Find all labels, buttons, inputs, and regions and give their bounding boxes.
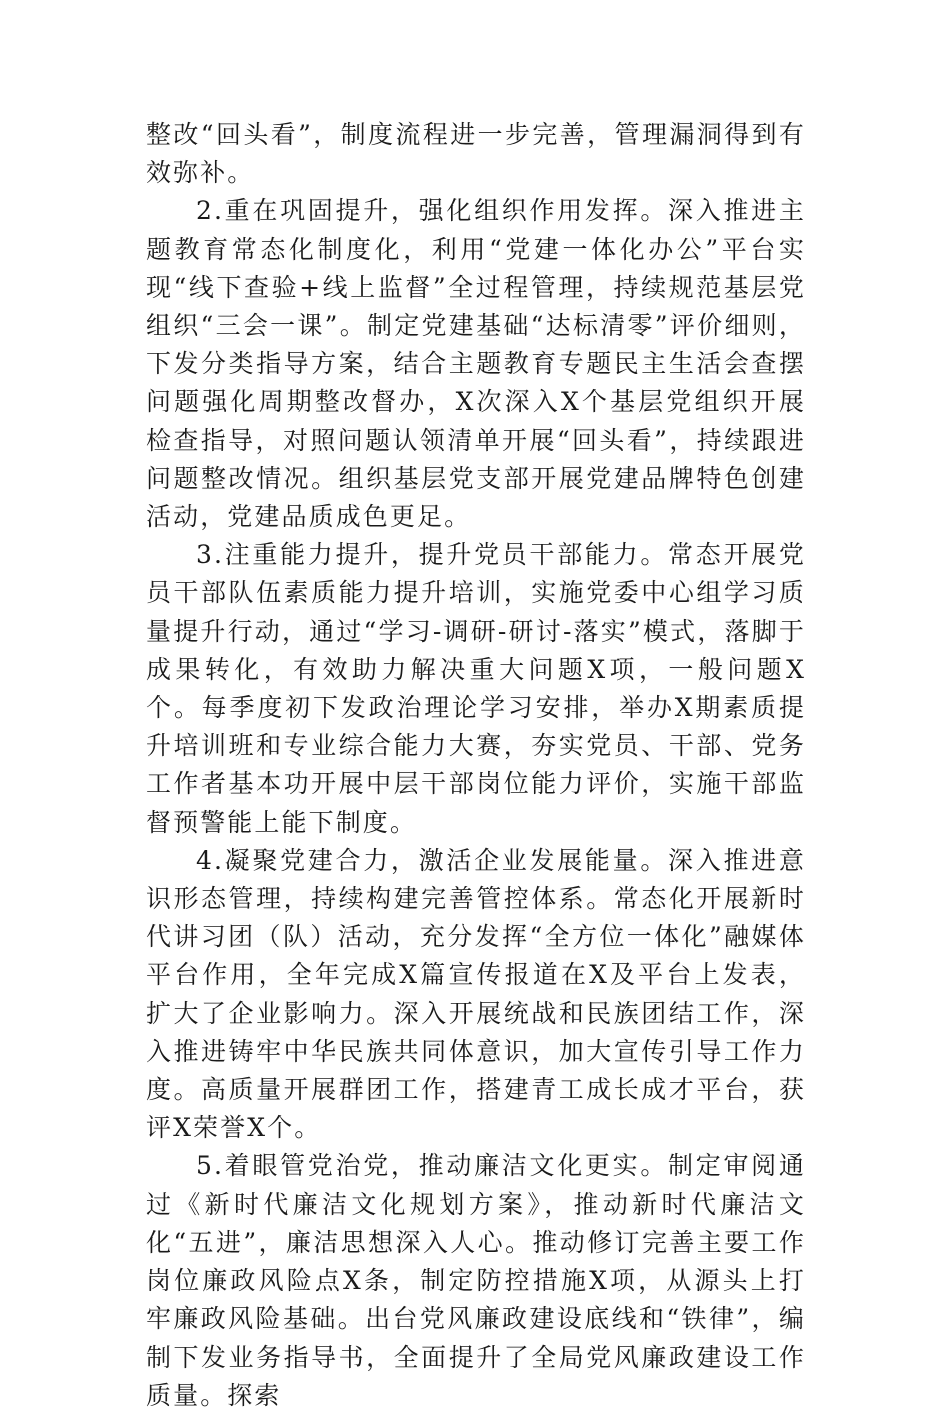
paragraph-continuation: 整改“回头看”，制度流程进一步完善，管理漏洞得到有效弥补。 [146, 120, 806, 188]
document-body [146, 116, 806, 1415]
paragraph-item-5: 5.着眼管党治党，推动廉洁文化更实。制定审阅通过《新时代廉洁文化规划方案》，推动新时代廉洁文化“五进”，廉洁思想深入人心。推动修订完善主要工作岗位廉政风险点X条，制定防控措施X项，从源头上打牢廉政风险基础。出台党风廉政建设底线和“铁律”，编制下发业务指导书，全面提升了全局党风廉政建设工作质量。探索 [146, 1151, 806, 1410]
paragraph-item-4: 4.凝聚党建合力，激活企业发展能量。深入推进意识形态管理，持续构建完善管控体系。常态化开展新时代讲习团（队）活动，充分发挥“全方位一体化”融媒体平台作用，全年完成X篇宣传报道在X及平台上发表，扩大了企业影响力。深入开展统战和民族团结工作，深入推进铸牢中华民族共同体意识，加大宣传引导工作力度。高质量开展群团工作，搭建青工成长成才平台，获评X荣誉X个。 [146, 845, 806, 1143]
paragraph-item-2: 2.重在巩固提升，强化组织作用发挥。深入推进主题教育常态化制度化，利用“党建一体化办公”平台实现“线下查验+线上监督”全过程管理，持续规范基层党组织“三会一课”。制定党建基础“达标清零”评价细则，下发分类指导方案，结合主题教育专题民主生活会查摆问题强化周期整改督办，X次深入X个基层党组织开展检查指导，对照问题认领清单开展“回头看”，持续跟进问题整改情况。组织基层党支部开展党建品牌特色创建活动，党建品质成色更足。 [146, 196, 806, 532]
paragraph-item-3: 3.注重能力提升，提升党员干部能力。常态开展党员干部队伍素质能力提升培训，实施党委中心组学习质量提升行动，通过“学习-调研-研讨-落实”模式，落脚于成果转化，有效助力解决重大问题X项，一般问题X个。每季度初下发政治理论学习安排，举办X期素质提升培训班和专业综合能力大赛，夯实党员、干部、党务工作者基本功开展中层干部岗位能力评价，实施干部监督预警能上能下制度。 [146, 540, 806, 837]
